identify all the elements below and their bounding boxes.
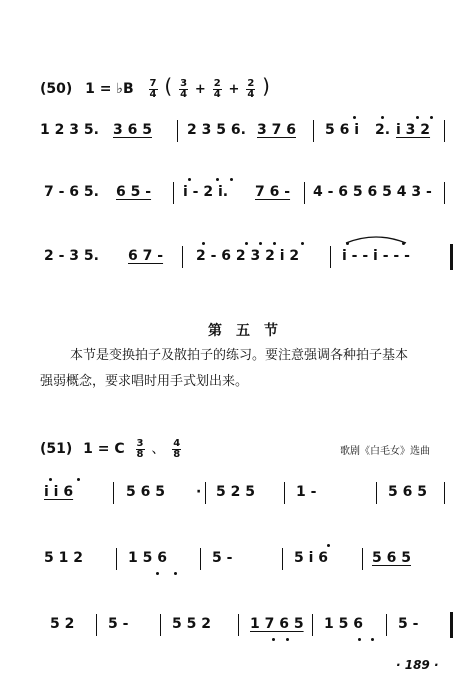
high-octave-dot	[381, 116, 384, 119]
notes: 1 2 3 5.	[40, 122, 99, 138]
dot-mark: ·	[196, 484, 202, 500]
high-octave-dot	[49, 478, 52, 481]
notes: 2 3 5 6.	[187, 122, 246, 138]
ex51-header: (51) 1 = C $\frac{3}{8}$ 、 $\frac{4}{8}$	[40, 437, 181, 460]
notes-underlined: 1 7 6 5	[250, 616, 304, 632]
paren-close: )	[262, 74, 270, 98]
notes: 5 6 5	[126, 484, 165, 500]
barline	[284, 482, 285, 504]
ex50-compound-3: $\frac{2}{4}$	[247, 77, 255, 100]
barline	[116, 548, 117, 570]
barline	[200, 548, 201, 570]
notes: 5 6 i	[325, 122, 360, 138]
notes: 4 - 6 5 6 5 4 3 -	[313, 184, 432, 200]
notes: 5 5 2	[172, 616, 211, 632]
ex51-line-2	[0, 546, 474, 570]
barline	[238, 614, 239, 636]
notes: 1 5 6	[324, 616, 363, 632]
notes-underlined: 7 6 -	[255, 184, 291, 200]
paragraph-line-2: 强弱概念，要求唱时用手式划出来。	[40, 374, 249, 389]
high-octave-dot	[77, 478, 80, 481]
notes-underlined: i i 6	[44, 484, 74, 500]
high-octave-dot	[430, 116, 433, 119]
tie-arc	[344, 234, 408, 244]
final-barline	[450, 612, 453, 638]
ex50-compound-1: $\frac{3}{4}$	[180, 77, 188, 100]
notes-underlined: 3 6 5	[113, 122, 152, 138]
low-octave-dot	[174, 572, 177, 575]
high-octave-dot	[230, 178, 233, 181]
notes: 2.	[375, 122, 391, 138]
plus-sign: +	[228, 82, 240, 97]
high-octave-dot	[202, 242, 205, 245]
low-octave-dot	[272, 638, 275, 641]
high-octave-dot	[301, 242, 304, 245]
barline	[205, 482, 206, 504]
ex51-key: 1 = C	[83, 441, 125, 457]
notes: 5 2 5	[216, 484, 255, 500]
barline	[362, 548, 363, 570]
barline	[282, 548, 283, 570]
high-octave-dot	[416, 116, 419, 119]
final-barline	[450, 244, 453, 270]
notes-underlined: 6 7 -	[128, 248, 164, 264]
low-octave-dot	[156, 572, 159, 575]
barline	[386, 614, 387, 636]
barline	[312, 614, 313, 636]
barline	[444, 482, 445, 504]
notes: 7 - 6 5.	[44, 184, 99, 200]
high-octave-dot	[353, 116, 356, 119]
notes-underlined: i 3 2	[396, 122, 431, 138]
source-note: 歌剧《白毛女》选曲	[340, 446, 430, 457]
low-octave-dot	[286, 638, 289, 641]
high-octave-dot	[245, 242, 248, 245]
barline	[113, 482, 114, 504]
notes: i - - i - - -	[342, 248, 410, 264]
barline	[376, 482, 377, 504]
barline	[96, 614, 97, 636]
notes-underlined: 6 5 -	[116, 184, 152, 200]
barline	[444, 120, 445, 142]
page-number: · 189 ·	[396, 658, 439, 672]
ex51-line-1	[0, 480, 474, 504]
notes: 2 - 3 5.	[44, 248, 99, 264]
notes: 5 -	[212, 550, 233, 566]
notes: i - 2 i.	[183, 184, 229, 200]
ex51-meter-2: $\frac{4}{8}$	[173, 437, 181, 460]
notes: 5 2	[50, 616, 75, 632]
barline	[160, 614, 161, 636]
high-octave-dot	[327, 544, 330, 547]
ex50-number: (50)	[40, 81, 73, 97]
notes: 5 -	[398, 616, 419, 632]
high-octave-dot	[259, 242, 262, 245]
paren-open: (	[164, 74, 173, 98]
ex50-line-2	[0, 180, 474, 204]
notes-underlined: 5 6 5	[372, 550, 411, 566]
ex51-line-3	[0, 612, 474, 636]
notes: 5 -	[108, 616, 129, 632]
ex50-line-3	[0, 244, 474, 268]
paragraph-line-1: 本节是变换拍子及散拍子的练习。要注意强调各种拍子基本	[70, 348, 409, 363]
barline	[182, 246, 183, 268]
ex50-meter: $\frac{7}{4}$	[149, 77, 157, 100]
high-octave-dot	[188, 178, 191, 181]
notes-underlined: 3 7 6	[257, 122, 296, 138]
barline	[173, 182, 174, 204]
barline	[330, 246, 331, 268]
high-octave-dot	[273, 242, 276, 245]
ex51-meter-1: $\frac{3}{8}$	[136, 437, 144, 460]
plus-sign: +	[194, 82, 206, 97]
low-octave-dot	[371, 638, 374, 641]
ex50-key: 1 = ♭B	[85, 81, 134, 97]
high-octave-dot	[216, 178, 219, 181]
low-octave-dot	[358, 638, 361, 641]
notes: 5 1 2	[44, 550, 83, 566]
ex50-line-1	[0, 118, 474, 142]
barline	[177, 120, 178, 142]
notes: 5 i 6	[294, 550, 329, 566]
notes: 2 - 6 2 3 2 i 2	[196, 248, 300, 264]
barline	[313, 120, 314, 142]
ex50-header	[40, 74, 270, 100]
section-title: 第五节	[208, 323, 292, 339]
notes: 1 -	[296, 484, 317, 500]
notes: 1 5 6	[128, 550, 167, 566]
barline	[444, 182, 445, 204]
ex51-number: (51)	[40, 441, 73, 457]
ex50-compound-2: $\frac{2}{4}$	[213, 77, 221, 100]
notes: 5 6 5	[388, 484, 427, 500]
barline	[304, 182, 305, 204]
